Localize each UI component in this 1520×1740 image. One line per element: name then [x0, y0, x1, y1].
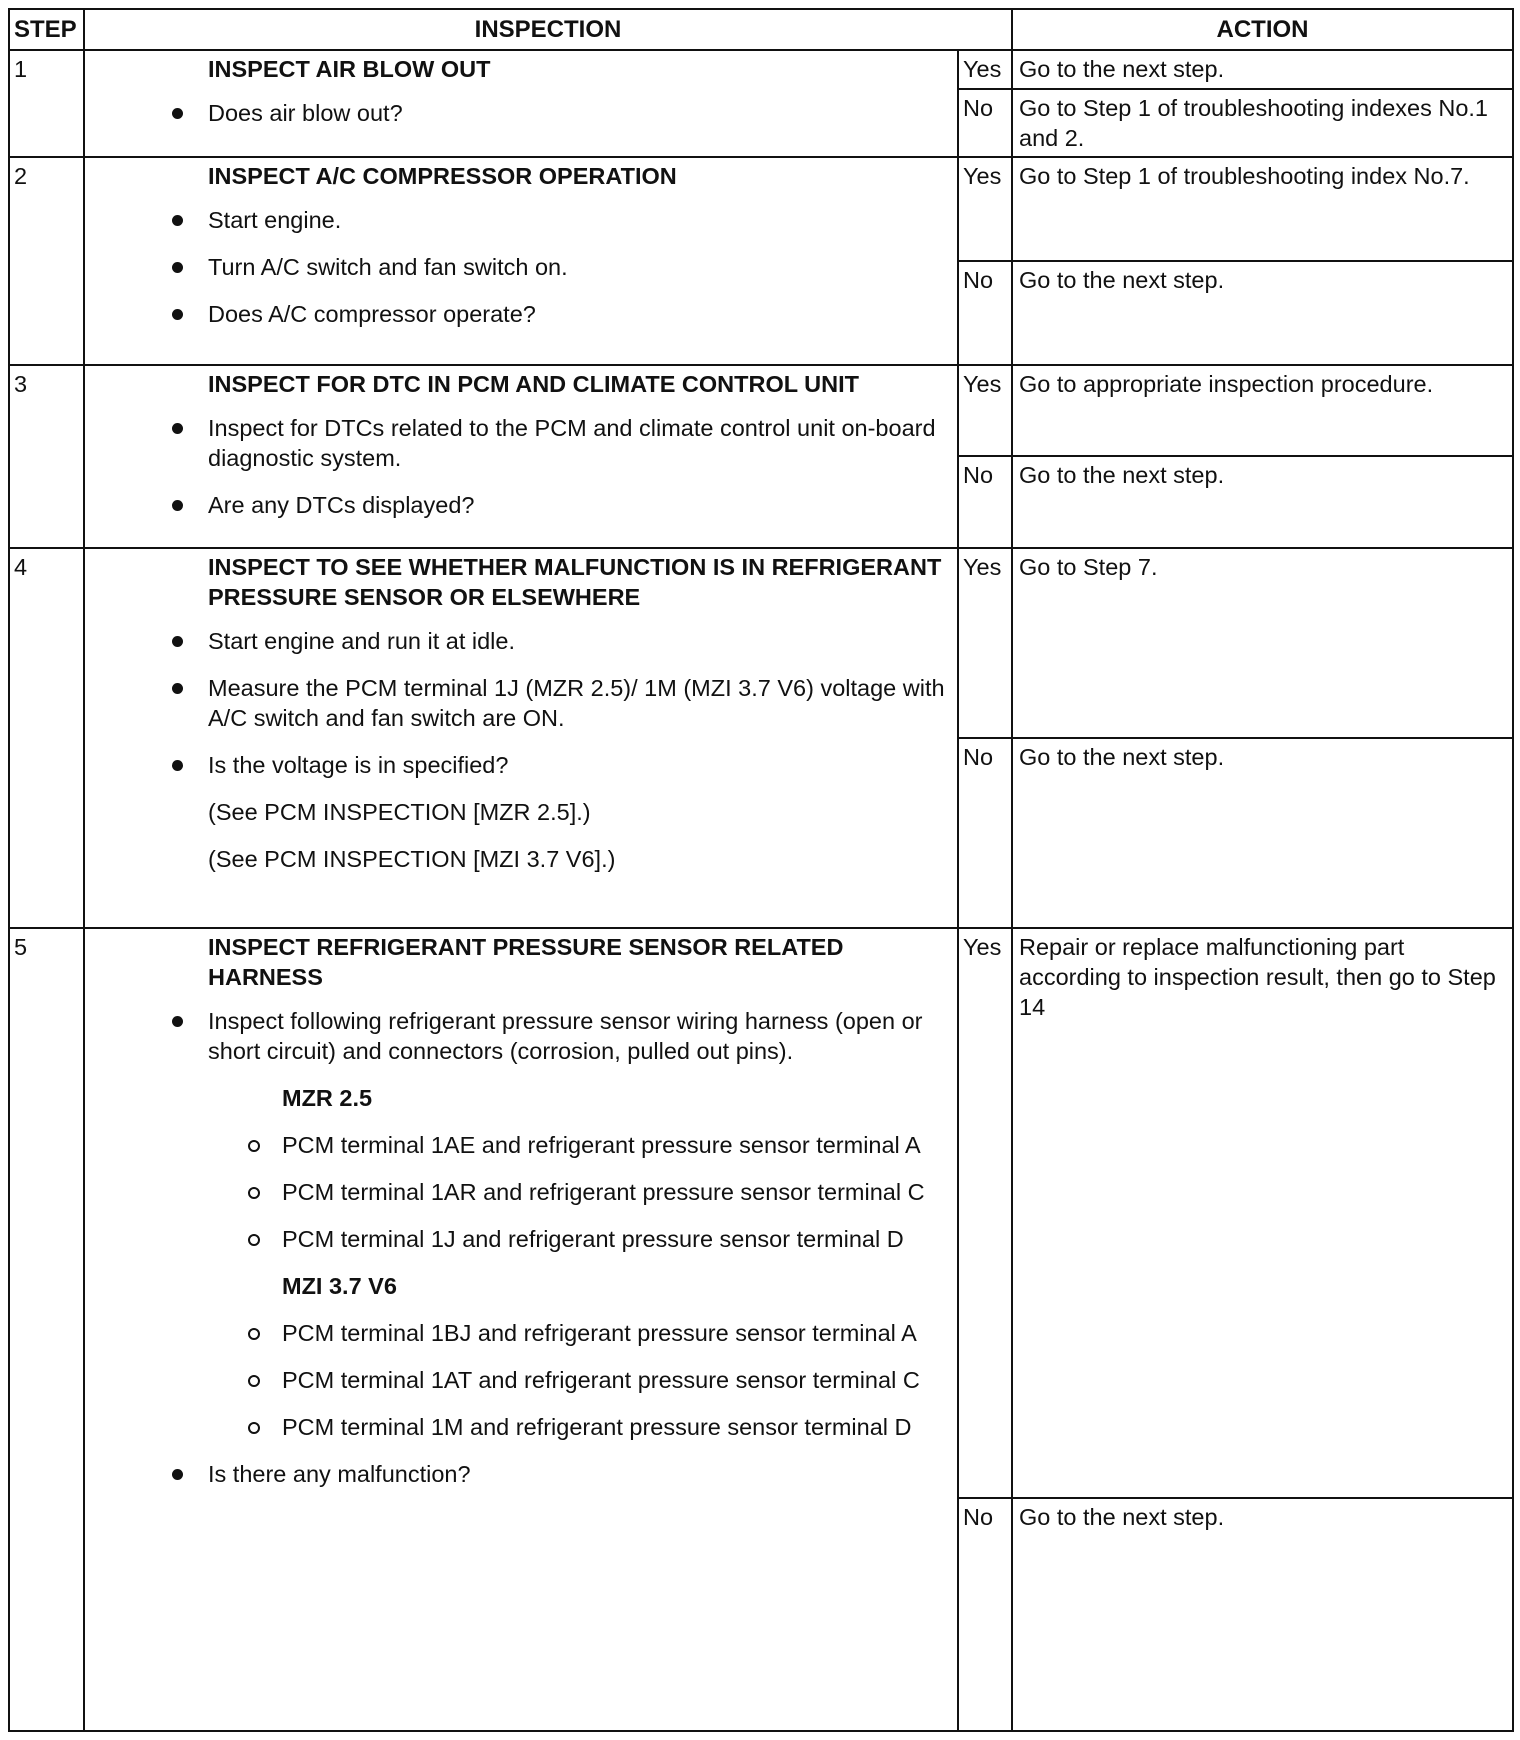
inspection-column-header: INSPECTION: [84, 9, 1012, 50]
troubleshooting-table: [8, 8, 1514, 1732]
step-column-header: STEP: [9, 9, 84, 50]
bullet-item: Inspect following refrigerant pressure sensor wiring harness (open or short circuit) and connectors (corrosion, pulled out pins).: [125, 1006, 947, 1066]
step-number: 2: [9, 157, 84, 365]
bullet-item: Start engine and run it at idle.: [125, 626, 947, 656]
inspection-cell: [84, 50, 958, 157]
no-action: Go to Step 1 of troubleshooting indexes No.1 and 2.: [1012, 89, 1513, 157]
bullet-item: Turn A/C switch and fan switch on.: [125, 252, 947, 282]
bullet-item: Are any DTCs displayed?: [125, 490, 947, 520]
inspection-cell: [84, 157, 958, 365]
action-column-header: ACTION: [1012, 9, 1513, 50]
no-action: Go to the next step.: [1012, 456, 1513, 548]
yes-action: Go to Step 1 of troubleshooting index No.7.: [1012, 157, 1513, 261]
no-label: No: [958, 89, 1012, 157]
yes-label: Yes: [958, 50, 1012, 89]
bullet-item: Does air blow out?: [125, 98, 947, 128]
bullet-item: Does A/C compressor operate?: [125, 299, 947, 329]
no-action: Go to the next step.: [1012, 1498, 1513, 1731]
inspection-cell: [84, 365, 958, 548]
yes-action: Go to the next step.: [1012, 50, 1513, 89]
reference-link-text: (See PCM INSPECTION [MZR 2.5].): [208, 799, 591, 825]
step-2-yes-row: [9, 157, 1513, 261]
yes-label: Yes: [958, 365, 1012, 456]
yes-label: Yes: [958, 548, 1012, 738]
header-row: [9, 9, 1513, 50]
step-3-yes-row: [9, 365, 1513, 456]
inspection-cell: [84, 548, 958, 928]
inspection-title: INSPECT REFRIGERANT PRESSURE SENSOR RELATED HARNESS: [208, 934, 844, 990]
step-5-yes-row: [9, 928, 1513, 1498]
step-4-yes-row: [9, 548, 1513, 738]
inspection-title: INSPECT TO SEE WHETHER MALFUNCTION IS IN REFRIGERANT PRESSURE SENSOR OR ELSEWHERE: [208, 554, 942, 610]
inspection-title: INSPECT AIR BLOW OUT: [208, 56, 491, 82]
bullet-item: Inspect for DTCs related to the PCM and climate control unit on-board diagnostic system.: [125, 413, 947, 473]
step-number: 5: [9, 928, 84, 1731]
inspection-title: INSPECT A/C COMPRESSOR OPERATION: [208, 163, 677, 189]
step-number: 1: [9, 50, 84, 157]
sub-bullet-item: PCM terminal 1AT and refrigerant pressure sensor terminal C: [125, 1365, 947, 1395]
sub-bullet-item: PCM terminal 1M and refrigerant pressure sensor terminal D: [125, 1412, 947, 1442]
no-label: No: [958, 456, 1012, 548]
engine-group-heading: MZR 2.5: [282, 1085, 373, 1111]
sub-bullet-item: PCM terminal 1BJ and refrigerant pressure sensor terminal A: [125, 1318, 947, 1348]
step-number: 4: [9, 548, 84, 928]
yes-label: Yes: [958, 928, 1012, 1498]
step-number: 3: [9, 365, 84, 548]
bullet-item: Is there any malfunction?: [125, 1459, 947, 1489]
reference-link-text: (See PCM INSPECTION [MZI 3.7 V6].): [208, 846, 616, 872]
engine-group-heading: MZI 3.7 V6: [282, 1273, 397, 1299]
inspection-cell: [84, 928, 958, 1731]
bullet-item: Start engine.: [125, 205, 947, 235]
troubleshooting-page: [8, 8, 1512, 1732]
bullet-item: Is the voltage is in specified?: [125, 750, 947, 780]
sub-bullet-item: PCM terminal 1AE and refrigerant pressure sensor terminal A: [125, 1130, 947, 1160]
no-action: Go to the next step.: [1012, 261, 1513, 365]
no-action: Go to the next step.: [1012, 738, 1513, 928]
yes-action: Go to Step 7.: [1012, 548, 1513, 738]
sub-bullet-item: PCM terminal 1J and refrigerant pressure sensor terminal D: [125, 1224, 947, 1254]
no-label: No: [958, 1498, 1012, 1731]
no-label: No: [958, 261, 1012, 365]
no-label: No: [958, 738, 1012, 928]
yes-label: Yes: [958, 157, 1012, 261]
yes-action: Go to appropriate inspection procedure.: [1012, 365, 1513, 456]
sub-bullet-item: PCM terminal 1AR and refrigerant pressure sensor terminal C: [125, 1177, 947, 1207]
bullet-item: Measure the PCM terminal 1J (MZR 2.5)/ 1M (MZI 3.7 V6) voltage with A/C switch and fan switch are ON.: [125, 673, 947, 733]
yes-action: Repair or replace malfunctioning part according to inspection result, then go to Step 14: [1012, 928, 1513, 1498]
step-1-yes-row: [9, 50, 1513, 89]
inspection-title: INSPECT FOR DTC IN PCM AND CLIMATE CONTROL UNIT: [208, 371, 860, 397]
